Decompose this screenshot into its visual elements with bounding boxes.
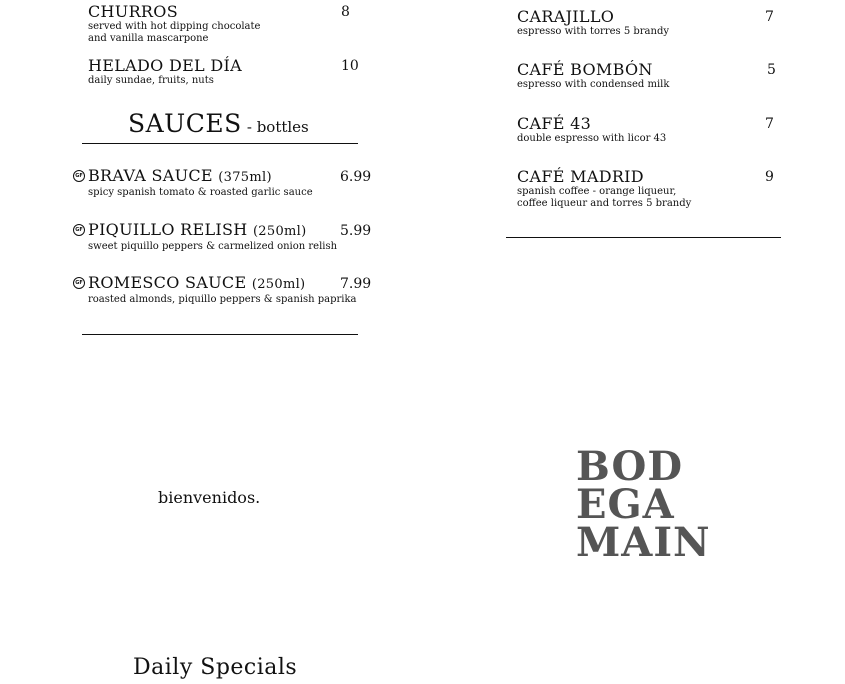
item-description: served with hot dipping chocolate [88, 21, 261, 32]
section-title-sauces [128, 109, 309, 138]
logo-line: MAIN [576, 519, 711, 566]
item-name: CARAJILLO [517, 7, 615, 26]
logo-line: EGA [576, 481, 675, 528]
gluten-free-icon: GF [73, 170, 85, 182]
logo-line: BOD [576, 443, 684, 490]
menu-item-churros [88, 3, 260, 45]
bodega-main-logo [576, 443, 711, 566]
item-name: CAFÉ BOMBÓN [517, 60, 653, 79]
menu-item-helado [88, 57, 242, 87]
item-description: roasted almonds, piquillo peppers & spanish paprika [88, 294, 357, 305]
section-title-main: SAUCES [128, 109, 242, 138]
section-title-sub: - bottles [246, 118, 309, 136]
item-name: PIQUILLO RELISH [88, 220, 248, 239]
menu-item-romesco-sauce [88, 274, 357, 306]
item-price: 7 [765, 116, 774, 132]
menu-item-cafe-madrid [517, 168, 691, 210]
item-price: 7.99 [340, 276, 372, 292]
item-description: daily sundae, fruits, nuts [88, 75, 214, 86]
item-name: CAFÉ 43 [517, 114, 592, 133]
item-size: (250ml) [251, 277, 306, 292]
item-price: 5.99 [340, 223, 372, 239]
section-divider [506, 237, 781, 238]
item-price: 9 [765, 169, 774, 185]
gluten-free-icon: GF [73, 277, 85, 289]
item-description: double espresso with licor 43 [517, 133, 667, 144]
item-name: CHURROS [88, 2, 178, 21]
item-name: ROMESCO SAUCE [88, 273, 247, 292]
item-name: HELADO DEL DÍA [88, 56, 242, 75]
item-size: (250ml) [252, 224, 307, 239]
item-price: 10 [341, 58, 359, 74]
menu-item-brava-sauce [88, 167, 313, 199]
item-name: CAFÉ MADRID [517, 167, 644, 186]
item-description: spicy spanish tomato & roasted garlic sauce [88, 187, 313, 198]
item-price: 6.99 [340, 169, 372, 185]
item-size: (375ml) [218, 170, 272, 185]
item-price: 5 [767, 62, 776, 78]
menu-item-piquillo-relish [88, 221, 337, 253]
item-description: espresso with torres 5 brandy [517, 26, 670, 37]
item-description: and vanilla mascarpone [88, 33, 209, 44]
item-price: 8 [341, 4, 350, 20]
section-divider [82, 143, 358, 144]
daily-specials-title: Daily Specials [133, 655, 298, 680]
item-description: coffee liqueur and torres 5 brandy [517, 198, 692, 209]
item-description: sweet piquillo peppers & carmelized onion relish [88, 241, 338, 252]
gluten-free-icon: GF [73, 224, 85, 236]
section-divider [82, 334, 358, 335]
welcome-text: bienvenidos. [158, 488, 261, 507]
menu-item-cafe-bombon [517, 61, 669, 91]
item-name: BRAVA SAUCE [88, 166, 213, 185]
item-price: 7 [765, 9, 774, 25]
item-description: espresso with condensed milk [517, 79, 670, 90]
menu-item-carajillo [517, 8, 669, 38]
menu-item-cafe-43 [517, 115, 666, 145]
item-description: spanish coffee - orange liqueur, [517, 186, 677, 197]
